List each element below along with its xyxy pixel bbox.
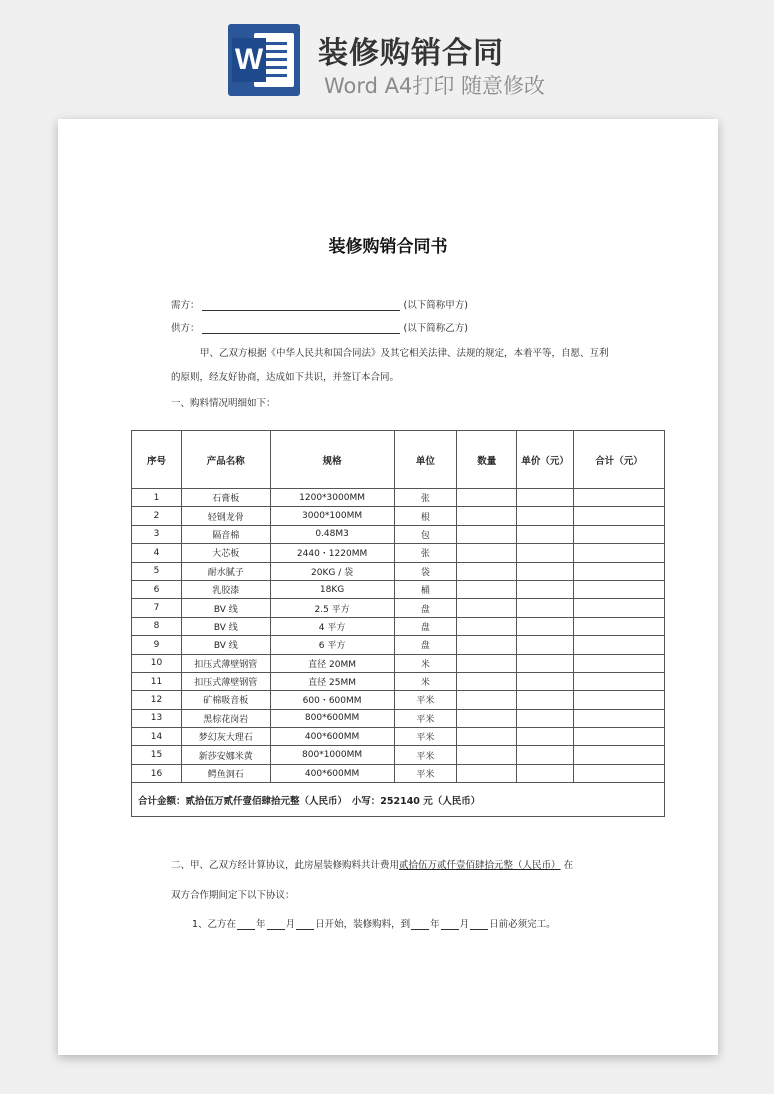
cell-unit-price[interactable] — [517, 617, 574, 635]
cell-total[interactable] — [574, 525, 665, 543]
cell-total[interactable] — [574, 507, 665, 525]
cell-quantity[interactable] — [457, 489, 517, 507]
cell-unit: 米 — [394, 672, 457, 690]
table-row — [132, 525, 665, 543]
cell-spec: 6 平方 — [270, 636, 394, 654]
table-row — [132, 544, 665, 562]
total-amount: 合计金额：贰拾伍万贰仟壹佰肆拾元整（人民币） 小写：252140 元（人民币） — [132, 783, 665, 817]
cell-index: 11 — [132, 672, 182, 690]
cell-unit-price[interactable] — [517, 562, 574, 580]
col-header-index: 序号 — [132, 431, 182, 489]
cell-index: 13 — [132, 709, 182, 727]
cell-index: 15 — [132, 746, 182, 764]
cell-unit: 盘 — [394, 617, 457, 635]
buyer-label: 需方： — [171, 300, 200, 311]
table-row — [132, 617, 665, 635]
start-year-blank[interactable] — [237, 919, 255, 930]
cell-total[interactable] — [574, 764, 665, 782]
cell-product: 隔音棉 — [181, 525, 270, 543]
cell-quantity[interactable] — [457, 599, 517, 617]
table-row — [132, 636, 665, 654]
table-row — [132, 507, 665, 525]
cell-total[interactable] — [574, 599, 665, 617]
cell-spec: 800*600MM — [270, 709, 394, 727]
table-row — [132, 672, 665, 690]
cell-spec: 18KG — [270, 580, 394, 598]
col-header-unit-price: 单价（元） — [517, 431, 574, 489]
cell-index: 10 — [132, 654, 182, 672]
seller-label: 供方： — [171, 323, 200, 334]
cell-total[interactable] — [574, 617, 665, 635]
word-icon-letter: W — [232, 38, 266, 82]
cell-unit-price[interactable] — [517, 691, 574, 709]
cell-unit: 桶 — [394, 580, 457, 598]
cell-product: 鳄鱼洞石 — [181, 764, 270, 782]
cell-unit-price[interactable] — [517, 746, 574, 764]
cell-unit-price[interactable] — [517, 709, 574, 727]
section-1-heading: 一、购料情况明细如下： — [171, 398, 276, 409]
table-row — [132, 562, 665, 580]
col-header-total: 合计（元） — [574, 431, 665, 489]
table-row — [132, 580, 665, 598]
cell-unit: 平米 — [394, 746, 457, 764]
end-month-blank[interactable] — [441, 919, 459, 930]
seller-line — [171, 320, 468, 334]
seller-blank[interactable] — [202, 322, 400, 334]
cell-product: 大芯板 — [181, 544, 270, 562]
cell-total[interactable] — [574, 672, 665, 690]
cell-product: 轻钢龙骨 — [181, 507, 270, 525]
cell-total[interactable] — [574, 709, 665, 727]
header — [0, 0, 774, 110]
col-header-product: 产品名称 — [181, 431, 270, 489]
cell-quantity[interactable] — [457, 672, 517, 690]
cell-product: 矿棉吸音板 — [181, 691, 270, 709]
cell-unit: 平米 — [394, 691, 457, 709]
cell-index: 14 — [132, 728, 182, 746]
cell-spec: 4 平方 — [270, 617, 394, 635]
cell-product: BV 线 — [181, 599, 270, 617]
clause-1-year-2: 年 — [430, 919, 440, 930]
cell-product: 梦幻灰大理石 — [181, 728, 270, 746]
table-row — [132, 728, 665, 746]
cell-unit: 平米 — [394, 728, 457, 746]
section-2-line-2: 双方合作期间定下以下协议： — [171, 890, 295, 901]
end-year-blank[interactable] — [411, 919, 429, 930]
cell-unit: 根 — [394, 507, 457, 525]
col-header-spec: 规格 — [270, 431, 394, 489]
cell-spec: 直径 25MM — [270, 672, 394, 690]
cell-unit-price[interactable] — [517, 507, 574, 525]
cell-quantity[interactable] — [457, 746, 517, 764]
cell-index: 7 — [132, 599, 182, 617]
cell-spec: 0.48M3 — [270, 525, 394, 543]
cell-product: BV 线 — [181, 617, 270, 635]
cell-product: 乳胶漆 — [181, 580, 270, 598]
cell-quantity[interactable] — [457, 654, 517, 672]
header-title: 装修购销合同 — [318, 36, 504, 71]
cell-unit-price[interactable] — [517, 489, 574, 507]
cell-total[interactable] — [574, 544, 665, 562]
table-row — [132, 691, 665, 709]
cell-spec: 2440・1220MM — [270, 544, 394, 562]
end-day-blank[interactable] — [470, 919, 488, 930]
section-2-prefix: 二、甲、乙双方经计算协议，此房屋装修购料共计费用 — [171, 860, 400, 871]
header-subtitle: Word A4打印 随意修改 — [324, 74, 546, 98]
cell-quantity[interactable] — [457, 544, 517, 562]
buyer-blank[interactable] — [202, 299, 400, 311]
start-day-blank[interactable] — [296, 919, 314, 930]
cell-unit-price[interactable] — [517, 544, 574, 562]
cell-product: 耐水腻子 — [181, 562, 270, 580]
word-icon — [228, 24, 300, 96]
clause-1 — [192, 916, 556, 930]
cell-product: 新莎安娜米黄 — [181, 746, 270, 764]
clause-1-month: 月 — [285, 919, 296, 930]
cell-quantity[interactable] — [457, 691, 517, 709]
cell-spec: 600・600MM — [270, 691, 394, 709]
cell-index: 3 — [132, 525, 182, 543]
document-title: 装修购销合同书 — [328, 237, 448, 257]
cell-total[interactable] — [574, 562, 665, 580]
cell-unit: 袋 — [394, 562, 457, 580]
cell-index: 12 — [132, 691, 182, 709]
table-header-row — [132, 431, 665, 489]
cell-product: 石膏板 — [181, 489, 270, 507]
cell-index: 2 — [132, 507, 182, 525]
col-header-unit: 单位 — [394, 431, 457, 489]
cell-total[interactable] — [574, 636, 665, 654]
cell-total[interactable] — [574, 728, 665, 746]
cell-quantity[interactable] — [457, 562, 517, 580]
cell-quantity[interactable] — [457, 764, 517, 782]
cell-quantity[interactable] — [457, 636, 517, 654]
cell-spec: 400*600MM — [270, 728, 394, 746]
cell-unit-price[interactable] — [517, 728, 574, 746]
cell-quantity[interactable] — [457, 709, 517, 727]
seller-suffix: (以下简称乙方) — [403, 323, 468, 334]
table-row — [132, 709, 665, 727]
cell-total[interactable] — [574, 746, 665, 764]
cell-quantity[interactable] — [457, 580, 517, 598]
section-2-amount: 贰拾伍万贰仟壹佰肆拾元整（人民币） — [399, 860, 561, 871]
cell-spec: 20KG / 袋 — [270, 562, 394, 580]
cell-quantity[interactable] — [457, 728, 517, 746]
clause-1-day-start: 日开始，装修购料，到 — [315, 919, 411, 930]
cell-total[interactable] — [574, 580, 665, 598]
cell-unit-price[interactable] — [517, 654, 574, 672]
table-row — [132, 654, 665, 672]
cell-unit: 盘 — [394, 599, 457, 617]
cell-unit-price[interactable] — [517, 764, 574, 782]
cell-unit-price[interactable] — [517, 525, 574, 543]
clause-1-start: 1、乙方在 — [192, 919, 237, 930]
section-2-suffix: 在 — [563, 860, 574, 871]
cell-unit: 平米 — [394, 709, 457, 727]
cell-unit: 盘 — [394, 636, 457, 654]
clause-1-day-end: 日前必须完工。 — [489, 919, 556, 930]
cell-product: 黑棕花岗岩 — [181, 709, 270, 727]
start-month-blank[interactable] — [267, 919, 285, 930]
cell-spec: 直径 20MM — [270, 654, 394, 672]
cell-product: BV 线 — [181, 636, 270, 654]
table-row — [132, 599, 665, 617]
cell-index: 8 — [132, 617, 182, 635]
cell-total[interactable] — [574, 691, 665, 709]
cell-unit-price[interactable] — [517, 599, 574, 617]
cell-unit-price[interactable] — [517, 580, 574, 598]
cell-unit: 张 — [394, 544, 457, 562]
table-row — [132, 746, 665, 764]
cell-unit-price[interactable] — [517, 672, 574, 690]
clause-1-year: 年 — [256, 919, 266, 930]
clause-1-month-2: 月 — [459, 919, 470, 930]
cell-unit: 米 — [394, 654, 457, 672]
table-row — [132, 764, 665, 782]
paragraph-1-line-1: 甲、乙双方根据《中华人民共和国合同法》及其它相关法律、法规的规定，本着平等，自愿、互利 — [200, 348, 609, 359]
cell-product: 扣压式薄壁钢管 — [181, 672, 270, 690]
cell-spec: 2.5 平方 — [270, 599, 394, 617]
cell-unit: 张 — [394, 489, 457, 507]
cell-product: 扣压式薄壁钢管 — [181, 654, 270, 672]
cell-index: 5 — [132, 562, 182, 580]
cell-unit: 包 — [394, 525, 457, 543]
cell-spec: 800*1000MM — [270, 746, 394, 764]
buyer-suffix: (以下简称甲方) — [403, 300, 468, 311]
buyer-line — [171, 297, 468, 311]
section-2-line-1 — [171, 857, 573, 871]
cell-total[interactable] — [574, 654, 665, 672]
cell-quantity[interactable] — [457, 507, 517, 525]
cell-total[interactable] — [574, 489, 665, 507]
cell-index: 9 — [132, 636, 182, 654]
document-page — [58, 119, 718, 1055]
col-header-quantity: 数量 — [457, 431, 517, 489]
cell-quantity[interactable] — [457, 617, 517, 635]
cell-index: 4 — [132, 544, 182, 562]
paragraph-1-line-2: 的原则，经友好协商，达成如下共识，并签订本合同。 — [171, 372, 400, 383]
cell-spec: 1200*3000MM — [270, 489, 394, 507]
cell-index: 16 — [132, 764, 182, 782]
materials-table — [131, 430, 665, 817]
cell-unit-price[interactable] — [517, 636, 574, 654]
cell-spec: 3000*100MM — [270, 507, 394, 525]
cell-quantity[interactable] — [457, 525, 517, 543]
cell-index: 6 — [132, 580, 182, 598]
cell-spec: 400*600MM — [270, 764, 394, 782]
cell-index: 1 — [132, 489, 182, 507]
cell-unit: 平米 — [394, 764, 457, 782]
table-row — [132, 489, 665, 507]
